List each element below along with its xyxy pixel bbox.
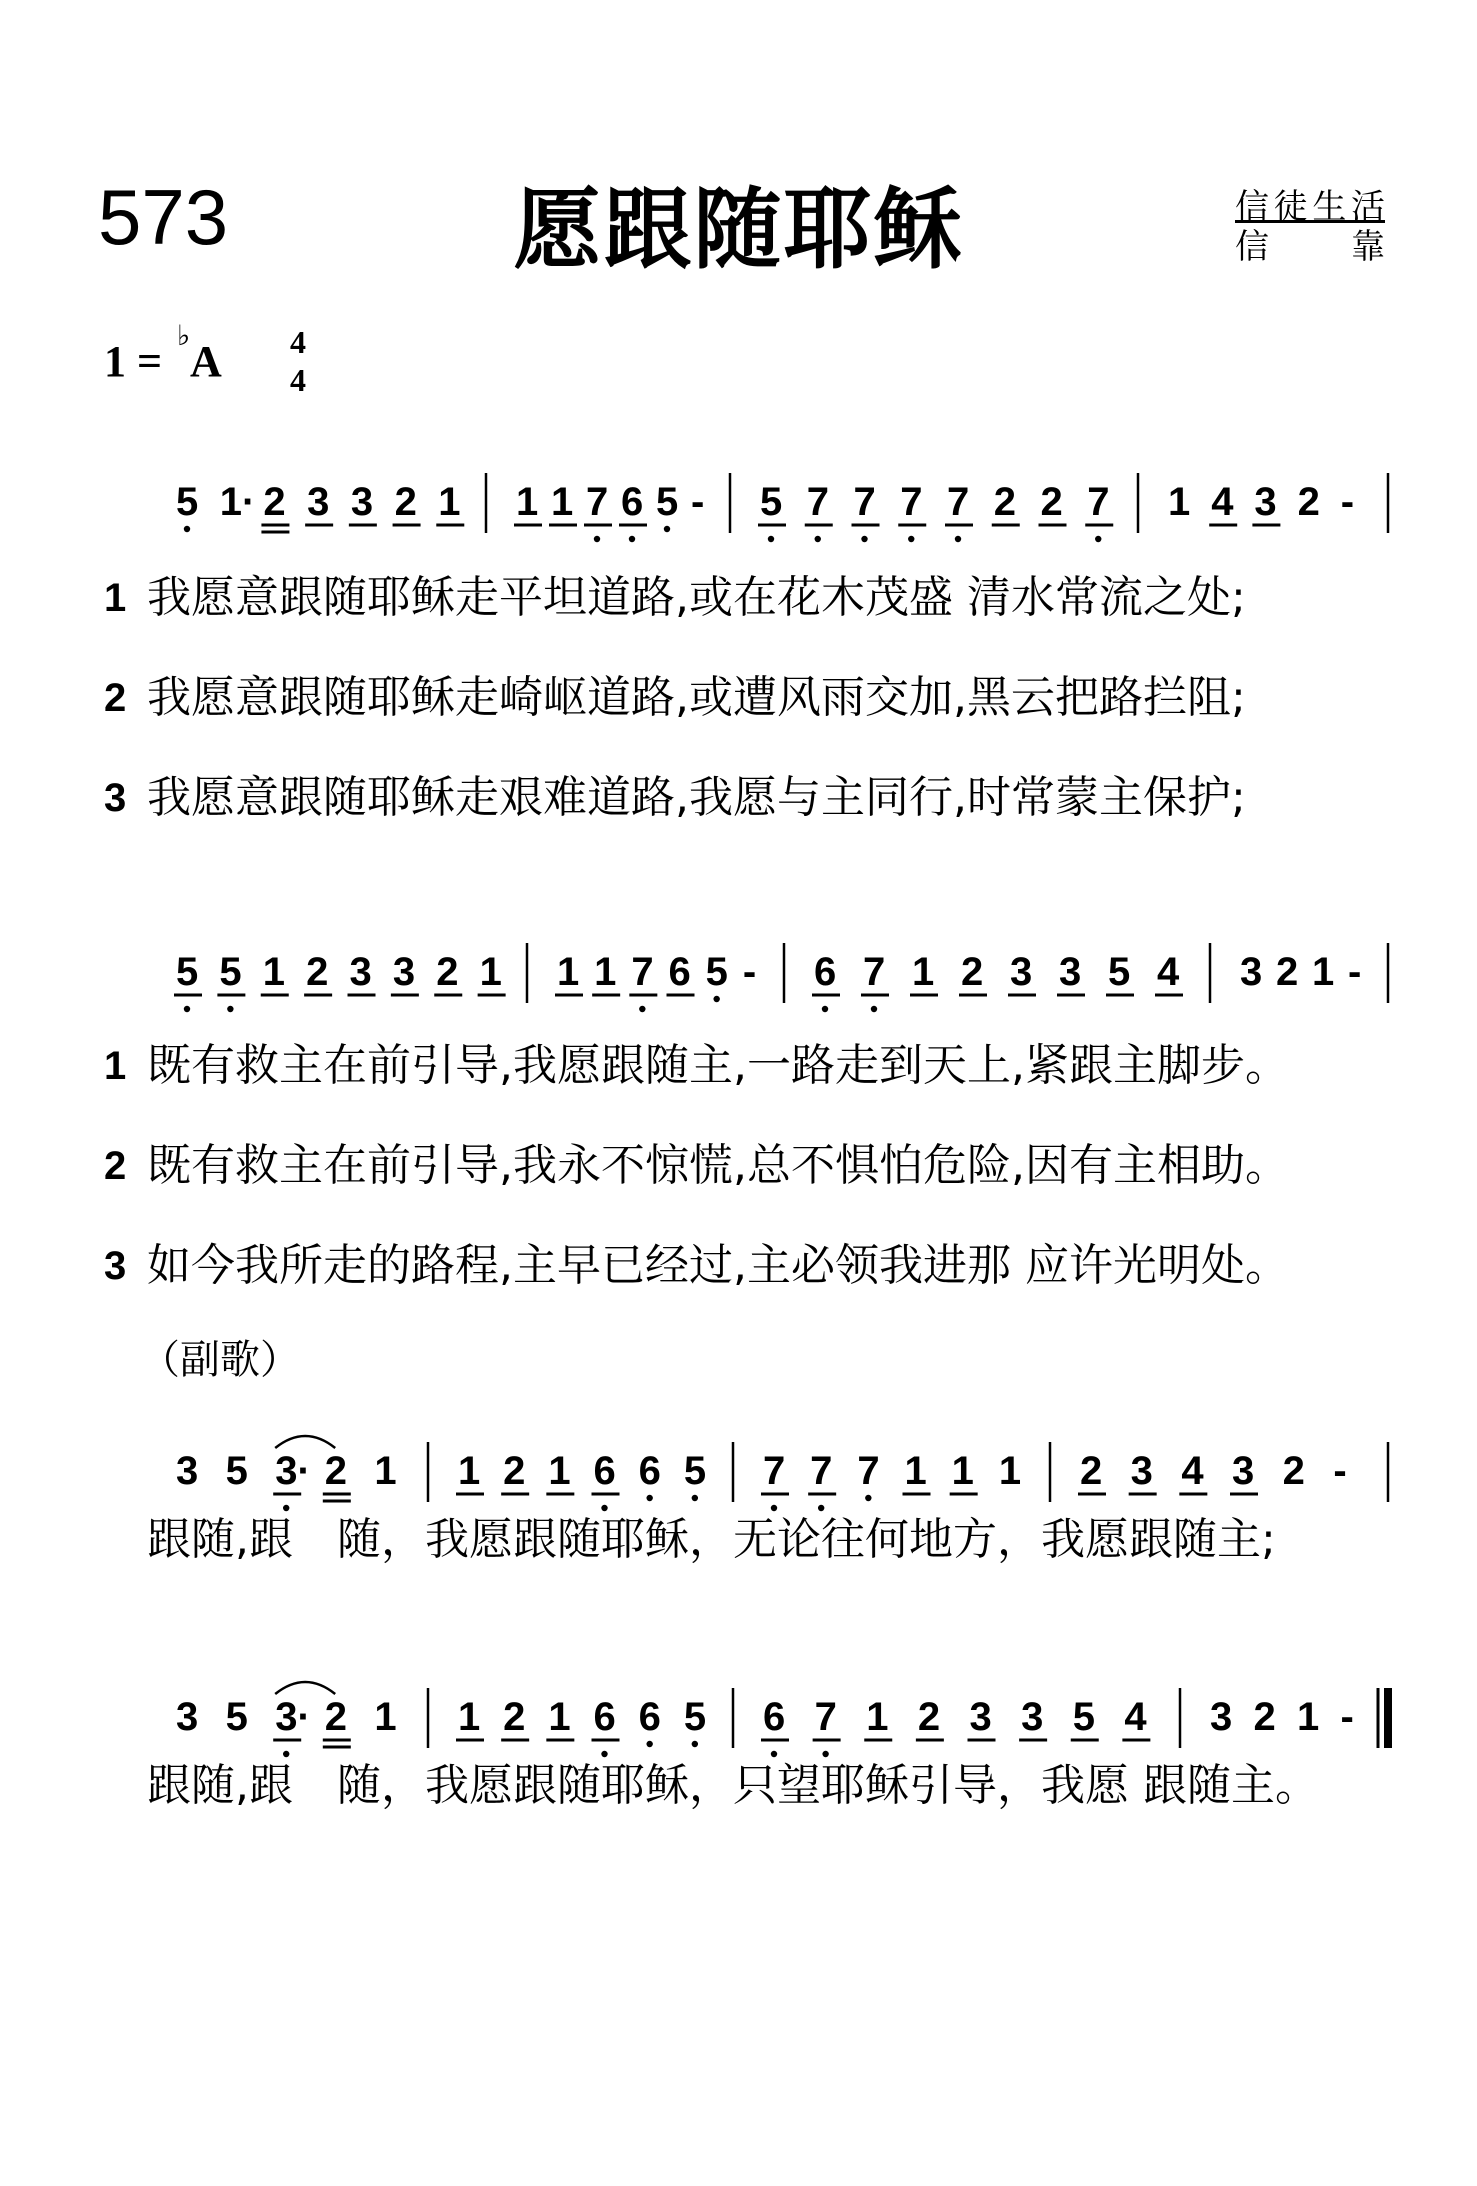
note-digit: 7: [814, 1695, 837, 1739]
note-digit: 1: [551, 480, 574, 524]
note-digit: 5: [1072, 1695, 1095, 1739]
note-digit: 2: [1080, 1449, 1103, 1493]
note-digit: 6: [593, 1449, 616, 1493]
note-digit: 3: [1059, 950, 1082, 994]
note-digit: 1: [1312, 950, 1335, 994]
note-digit: 6: [814, 950, 837, 994]
note-digit: 1: [374, 1695, 397, 1739]
note-digit: 1: [998, 1449, 1022, 1493]
lower-octave-dot: [283, 1751, 289, 1757]
lower-octave-dot: [822, 1006, 828, 1012]
note-digit: 1: [866, 1695, 889, 1739]
note-digit: 2: [503, 1449, 526, 1493]
lower-octave-dot: [815, 536, 821, 542]
lower-octave-dot: [768, 536, 774, 542]
note-digit: 3: [1130, 1449, 1153, 1493]
note-digit: 2: [503, 1695, 526, 1739]
note-digit: 2: [263, 480, 286, 524]
note-digit: 5: [705, 950, 728, 994]
note-digit: 1: [912, 950, 935, 994]
lower-octave-dot: [822, 1751, 828, 1757]
lower-octave-dot: [184, 526, 190, 532]
note-digit: 3: [1010, 950, 1033, 994]
lower-octave-dot: [818, 1505, 824, 1511]
lower-octave-dot: [1095, 536, 1101, 542]
note-digit: 5: [656, 480, 679, 524]
note-digit: 3: [307, 480, 330, 524]
note-digit: -: [1348, 950, 1362, 994]
note-digit: 1: [594, 950, 617, 994]
note-digit: 7: [863, 950, 886, 994]
note-digit: 1: [479, 950, 502, 994]
note-digit: 3: [1210, 1695, 1233, 1739]
note-digit: 3: [176, 1695, 199, 1739]
note-digit: 7: [1087, 480, 1110, 524]
note-digit: 2: [306, 950, 329, 994]
lower-octave-dot: [601, 1751, 607, 1757]
verse-number: 1: [104, 1044, 127, 1088]
verse-number: 2: [104, 676, 127, 720]
note-digit: 7: [631, 950, 654, 994]
chorus-lyric: 跟随,跟 随，我愿跟随耶稣，只望耶稣引导，我愿 跟随主。: [147, 1760, 1319, 1811]
note-digit: 7: [586, 480, 609, 524]
note-digit: 1: [458, 1449, 481, 1493]
note-digit: 1: [438, 480, 461, 524]
note-digit: -: [742, 950, 757, 994]
note-digit: 3·: [275, 1449, 311, 1493]
note-digit: 1: [548, 1449, 571, 1493]
note-digit: 1: [904, 1449, 927, 1493]
lower-octave-dot: [713, 996, 719, 1002]
note-digit: 4: [1124, 1695, 1147, 1739]
note-digit: 4: [1157, 950, 1180, 994]
note-digit: 7: [806, 480, 829, 524]
lower-octave-dot: [771, 1505, 777, 1511]
hymn-title: 愿跟随耶稣: [513, 178, 964, 281]
note-digit: 6: [593, 1695, 616, 1739]
note-digit: 3·: [275, 1695, 311, 1739]
note-digit: 5: [219, 950, 242, 994]
note-digit: 2: [993, 480, 1016, 524]
category-label: 信徒生活: [1235, 187, 1385, 227]
note-digit: 3: [1232, 1449, 1255, 1493]
note-digit: 5: [760, 480, 783, 524]
slur-arc: [275, 1436, 335, 1448]
note-digit: 4: [1181, 1449, 1204, 1493]
note-digit: 7: [857, 1449, 880, 1493]
note-digit: 7: [810, 1449, 833, 1493]
lower-octave-dot: [908, 536, 914, 542]
note-digit: 7: [947, 480, 970, 524]
verse-lyric: 既有救主在前引导,我愿跟随主,一路走到天上,紧跟主脚步。: [147, 1040, 1289, 1091]
subcategory-label: 信 靠: [1235, 227, 1385, 267]
verse-number: 3: [104, 776, 127, 820]
note-digit: 7: [853, 480, 876, 524]
note-digit: -: [1340, 1695, 1354, 1739]
note-digit: 6: [668, 950, 691, 994]
lower-octave-dot: [692, 1495, 698, 1501]
verse-lyric: 如今我所走的路程,主早已经过,主必领我进那 应许光明处。: [147, 1240, 1289, 1291]
note-digit: 3: [1254, 480, 1277, 524]
note-digit: 7: [763, 1449, 786, 1493]
lower-octave-dot: [639, 1006, 645, 1012]
note-digit: 2: [917, 1695, 941, 1739]
verse-lyric: 我愿意跟随耶稣走平坦道路,或在花木茂盛 清水常流之处;: [147, 572, 1246, 623]
note-digit: 6: [763, 1695, 786, 1739]
key-signature-prefix: 1 =: [104, 337, 163, 386]
note-digit: -: [691, 480, 705, 524]
note-digit: 1: [557, 950, 580, 994]
lower-octave-dot: [184, 1006, 190, 1012]
note-digit: 4: [1211, 480, 1234, 524]
note-digit: 1: [1168, 480, 1191, 524]
note-digit: 1: [262, 950, 285, 994]
note-digit: 3: [176, 1449, 199, 1493]
verse-lyric: 我愿意跟随耶稣走艰难道路,我愿与主同行,时常蒙主保护;: [147, 772, 1246, 823]
note-digit: 7: [900, 480, 923, 524]
note-digit: 5: [225, 1695, 248, 1739]
note-digit: 5: [683, 1695, 707, 1739]
time-signature-top: 4: [290, 324, 306, 360]
note-digit: 1: [951, 1449, 974, 1493]
time-signature-bottom: 4: [290, 362, 306, 398]
note-digit: 3: [350, 480, 374, 524]
verse-lyric: 既有救主在前引导,我永不惊慌,总不惧怕危险,因有主相助。: [147, 1140, 1289, 1191]
note-digit: 2: [394, 480, 417, 524]
flat-sign: ♭: [177, 319, 191, 352]
lower-octave-dot: [871, 1006, 877, 1012]
note-digit: -: [1333, 1449, 1347, 1493]
lower-octave-dot: [692, 1741, 698, 1747]
lower-octave-dot: [861, 536, 867, 542]
slur-arc: [275, 1682, 335, 1694]
lower-octave-dot: [646, 1495, 652, 1501]
note-digit: 2: [436, 950, 459, 994]
lower-octave-dot: [283, 1505, 289, 1511]
verse-number: 3: [104, 1244, 127, 1288]
lower-octave-dot: [771, 1751, 777, 1757]
lower-octave-dot: [629, 536, 635, 542]
note-digit: 2: [1282, 1449, 1305, 1493]
note-digit: 2: [1297, 480, 1320, 524]
note-digit: 6: [621, 480, 644, 524]
note-digit: 2: [324, 1695, 348, 1739]
lower-octave-dot: [646, 1741, 652, 1747]
key-note: A: [190, 337, 222, 386]
lower-octave-dot: [227, 1006, 233, 1012]
note-digit: 5: [683, 1449, 707, 1493]
note-digit: 3: [349, 950, 372, 994]
note-digit: 2: [961, 950, 984, 994]
note-digit: 3: [969, 1695, 992, 1739]
note-digit: 3: [1240, 950, 1263, 994]
verse-lyric: 我愿意跟随耶稣走崎岖道路,或遭风雨交加,黑云把路拦阻;: [147, 672, 1246, 723]
note-digit: 1: [1297, 1695, 1320, 1739]
lower-octave-dot: [594, 536, 600, 542]
note-digit: 6: [638, 1695, 661, 1739]
lower-octave-dot: [664, 526, 670, 532]
note-digit: 1·: [219, 480, 256, 524]
note-digit: 6: [638, 1449, 661, 1493]
note-digit: 5: [225, 1449, 248, 1493]
note-digit: 1: [374, 1449, 397, 1493]
note-digit: 2: [1276, 950, 1299, 994]
lower-octave-dot: [955, 536, 961, 542]
note-digit: 2: [1040, 480, 1063, 524]
note-digit: 1: [516, 480, 539, 524]
lower-octave-dot: [865, 1495, 871, 1501]
chorus-lyric: 跟随,跟 随，我愿跟随耶稣，无论往何地方，我愿跟随主;: [147, 1514, 1276, 1565]
hymn-number: 573: [98, 173, 229, 261]
note-digit: 5: [1108, 950, 1131, 994]
chorus-label: （副歌）: [140, 1337, 300, 1383]
note-digit: 3: [1021, 1695, 1044, 1739]
note-digit: 2: [1253, 1695, 1276, 1739]
lower-octave-dot: [601, 1505, 607, 1511]
note-digit: 2: [324, 1449, 348, 1493]
note-digit: 3: [392, 950, 416, 994]
verse-number: 2: [104, 1144, 127, 1188]
note-digit: 5: [176, 950, 199, 994]
verse-number: 1: [104, 576, 127, 620]
note-digit: 5: [176, 480, 199, 524]
note-digit: 1: [548, 1695, 571, 1739]
note-digit: 1: [458, 1695, 481, 1739]
note-digit: -: [1340, 480, 1355, 524]
